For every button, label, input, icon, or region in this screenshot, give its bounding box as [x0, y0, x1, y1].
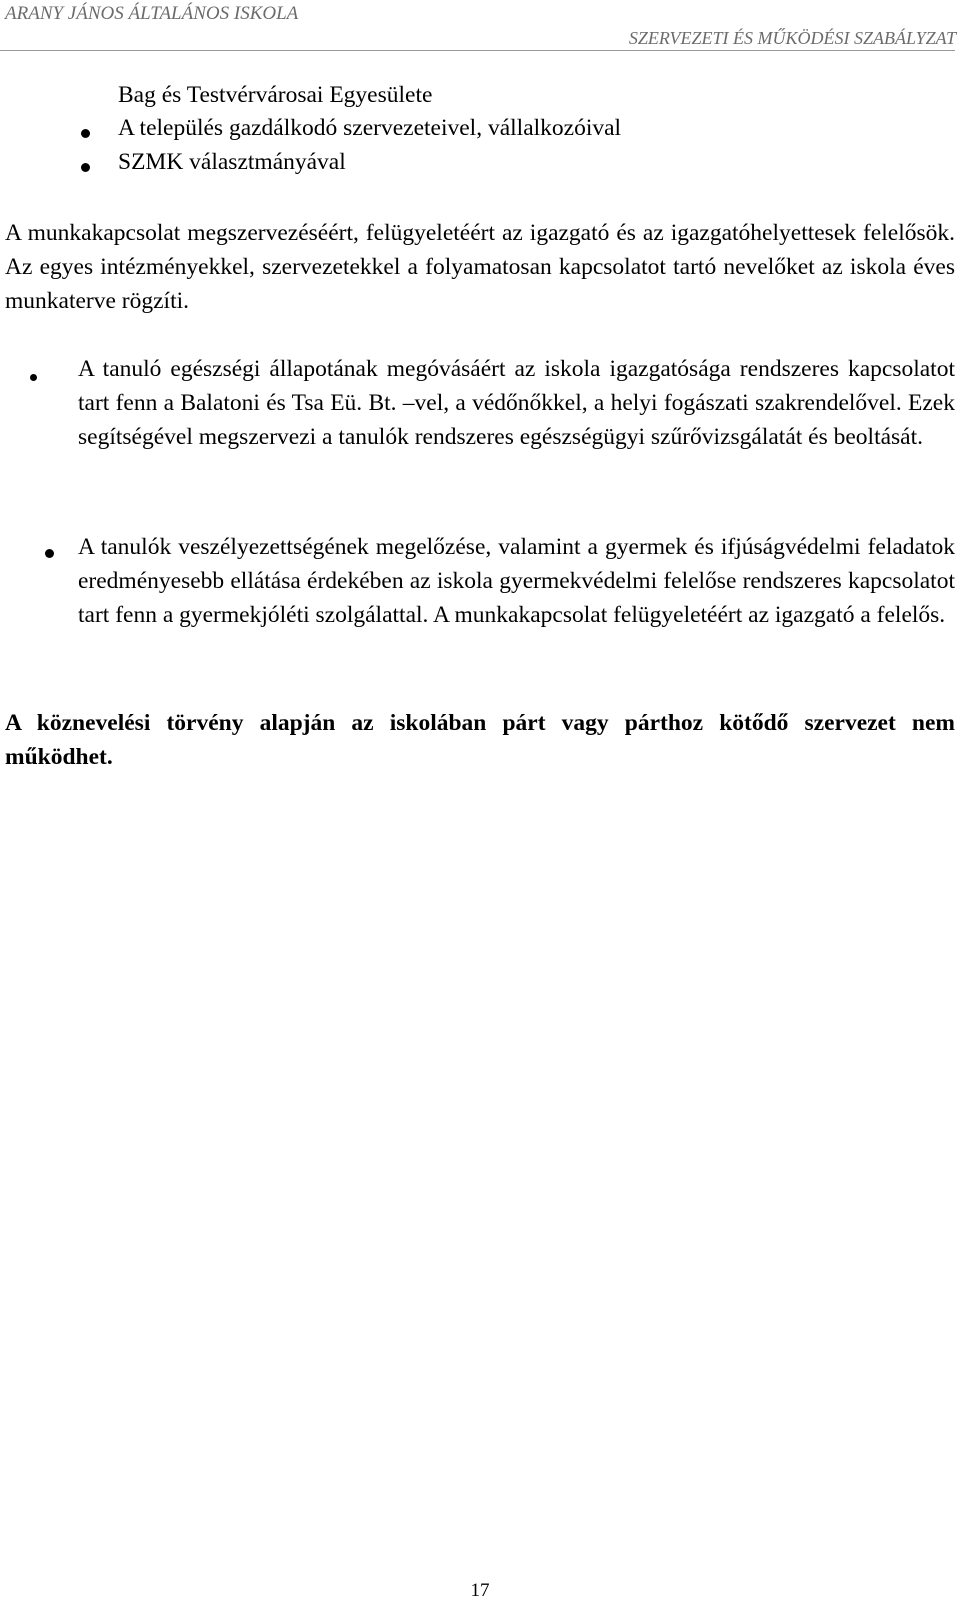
list-continuation-item: Bag és Testvérvárosai Egyesülete [118, 82, 433, 108]
document-title: SZERVEZETI ÉS MŰKÖDÉSI SZABÁLYZAT [628, 28, 956, 48]
health-bullet-paragraph: A tanuló egészségi állapotának megóvásáért az iskola igazgatósága rendszeres kapcsolatot tart fenn a Balatoni és Tsa Eü. Bt. –vel, a védőnőkkel, a helyi fogászati szakrendelővel. Ezek segítségével megszervezi a tanulók rendszeres egészségügyi szűrővizsgálatát és beoltását. [78, 356, 955, 450]
bullet-icon [45, 549, 54, 558]
school-name: ARANY JÁNOS ÁLTALÁNOS ISKOLA [5, 3, 299, 24]
partner-bullet-1: A település gazdálkodó szervezeteivel, vállalkozóival [118, 115, 622, 141]
child-protection-bullet-paragraph: A tanulók veszélyezettségének megelőzése, valamint a gyermek és ifjúságvédelmi feladatok eredményesebb ellátása érdekében az iskola gyermekvédelmi felelőse rendszeres kapcsolatot tart fenn a gyermekjóléti szolgálattal. A munkakapcsolat felügyeletéért az igazgató a felelős. [78, 534, 955, 628]
bullet-icon [30, 374, 37, 381]
page-header [0, 0, 960, 52]
bullet-icon [81, 129, 90, 138]
bullet-icon [81, 163, 90, 172]
header-divider [0, 50, 955, 51]
political-organization-statement: A köznevelési törvény alapján az iskolában párt vagy párthoz kötődő szervezet nem működhet. [5, 710, 955, 770]
page-number: 17 [470, 1580, 490, 1601]
partner-bullet-2: SZMK választmányával [118, 149, 346, 175]
responsibility-paragraph: A munkakapcsolat megszervezéséért, felügyeletéért az igazgató és az igazgatóhelyettesek felelősök. Az egyes intézményekkel, szervezetekkel a folyamatosan kapcsolatot tartó nevelőket az iskola éves munkaterve rögzíti. [5, 220, 955, 314]
